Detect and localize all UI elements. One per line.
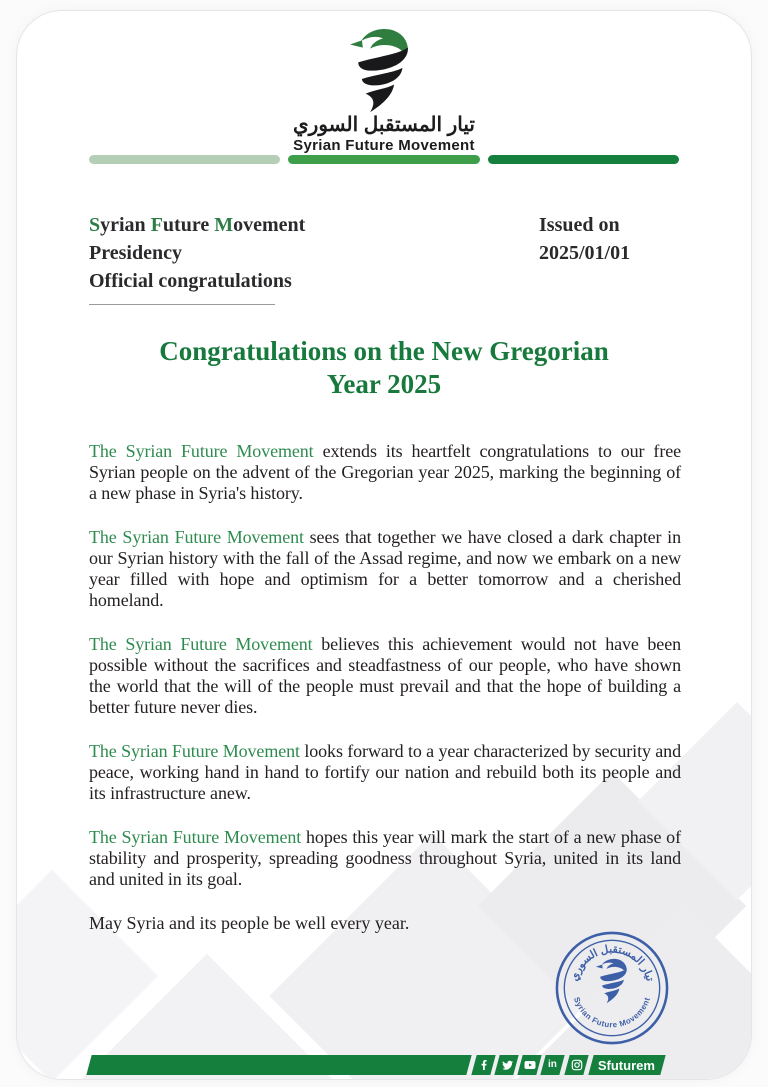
bar-dark-green [488,155,679,164]
twitter-icon[interactable] [494,1055,518,1075]
org-logo [17,21,751,155]
letterhead-block [89,211,305,295]
linkedin-icon[interactable] [540,1055,564,1075]
body-paragraph [89,441,681,504]
body-paragraph [89,527,681,611]
closing-line: May Syria and its people be well every year. [89,913,410,933]
org-name-arabic: تيار المستقبل السوري [293,114,475,136]
header-divider-bars [89,155,679,164]
social-handle-label: Sfuturem [598,1057,656,1073]
document-page [16,10,752,1080]
org-name-highlight: The Syrian Future Movement [89,741,300,761]
org-name-highlight: The Syrian Future Movement [89,827,302,847]
org-rest: uture [162,214,215,236]
org-name-highlight: The Syrian Future Movement [89,441,314,461]
stamp-arabic-text: تيار المستقبل السوري [568,943,656,983]
title-line-1: Congratulations on the New Gregorian [159,336,609,366]
issue-date-block [539,211,630,267]
body-paragraph [89,741,681,804]
footer [17,1055,751,1075]
stamp-english-text: Syrian Future Movement [572,995,652,1030]
title-line-2: Year 2025 [326,369,442,399]
org-initial: M [214,214,234,236]
svg-text:Syrian Future Movement [572,996,652,1029]
linkedin-in-text: in [548,1059,557,1070]
official-stamp [553,929,671,1047]
document-title [84,335,684,401]
document-body [89,441,681,934]
letterhead-org-line [89,211,305,239]
letterhead-underline [89,304,275,305]
facebook-icon[interactable] [471,1055,495,1075]
issued-on-date: 2025/01/01 [539,242,631,264]
org-name-highlight: The Syrian Future Movement [89,527,304,547]
org-name-highlight: The Syrian Future Movement [89,634,313,654]
bar-light-green [89,155,280,164]
body-paragraph [89,827,681,890]
org-initial: S [89,214,101,236]
org-rest: yrian [100,214,151,236]
bird-flame-logo-icon [324,21,444,113]
issued-on-label: Issued on [539,214,620,236]
paragraph-text: hopes this year will mark the start of a new phase of stability and prosperity, spreading goodness throughout Syria, united in its land and united in its goal. [89,827,681,889]
org-initial: F [150,214,163,236]
instagram-icon[interactable] [564,1055,588,1075]
letterhead-doc-type: Official congratulations [89,270,292,292]
bar-mid-green [288,155,479,164]
body-paragraph [89,634,681,718]
paragraph-text: looks forward to a year characterized by security and peace, working hand in hand to fortify our nation and rebuild both its people and its infrastructure anew. [89,741,681,803]
paragraph-text: sees that together we have closed a dark chapter in our Syrian history with the fall of the Assad regime, and now we embark on a new year filled with hope and optimism for a better tomorrow and a cherished homeland. [89,527,681,610]
youtube-icon[interactable] [517,1055,541,1075]
bird-flame-stamp-icon [596,959,627,1003]
paragraph-text: extends its heartfelt congratulations to our free Syrian people on the advent of the Gregorian year 2025, marking the beginning of a new phase in Syria's history. [89,441,681,503]
footer-green-bar [86,1055,471,1075]
org-rest: ovement [233,214,306,236]
letterhead-presidency: Presidency [89,242,182,264]
org-name-english: Syrian Future Movement [293,137,475,154]
social-handle[interactable] [588,1055,665,1075]
paragraph-text: believes this achievement would not have been possible without the sacrifices and steadfastness of our people, who have shown the world that the will of the people must prevail and that the hope of building a better future never dies. [89,634,681,717]
